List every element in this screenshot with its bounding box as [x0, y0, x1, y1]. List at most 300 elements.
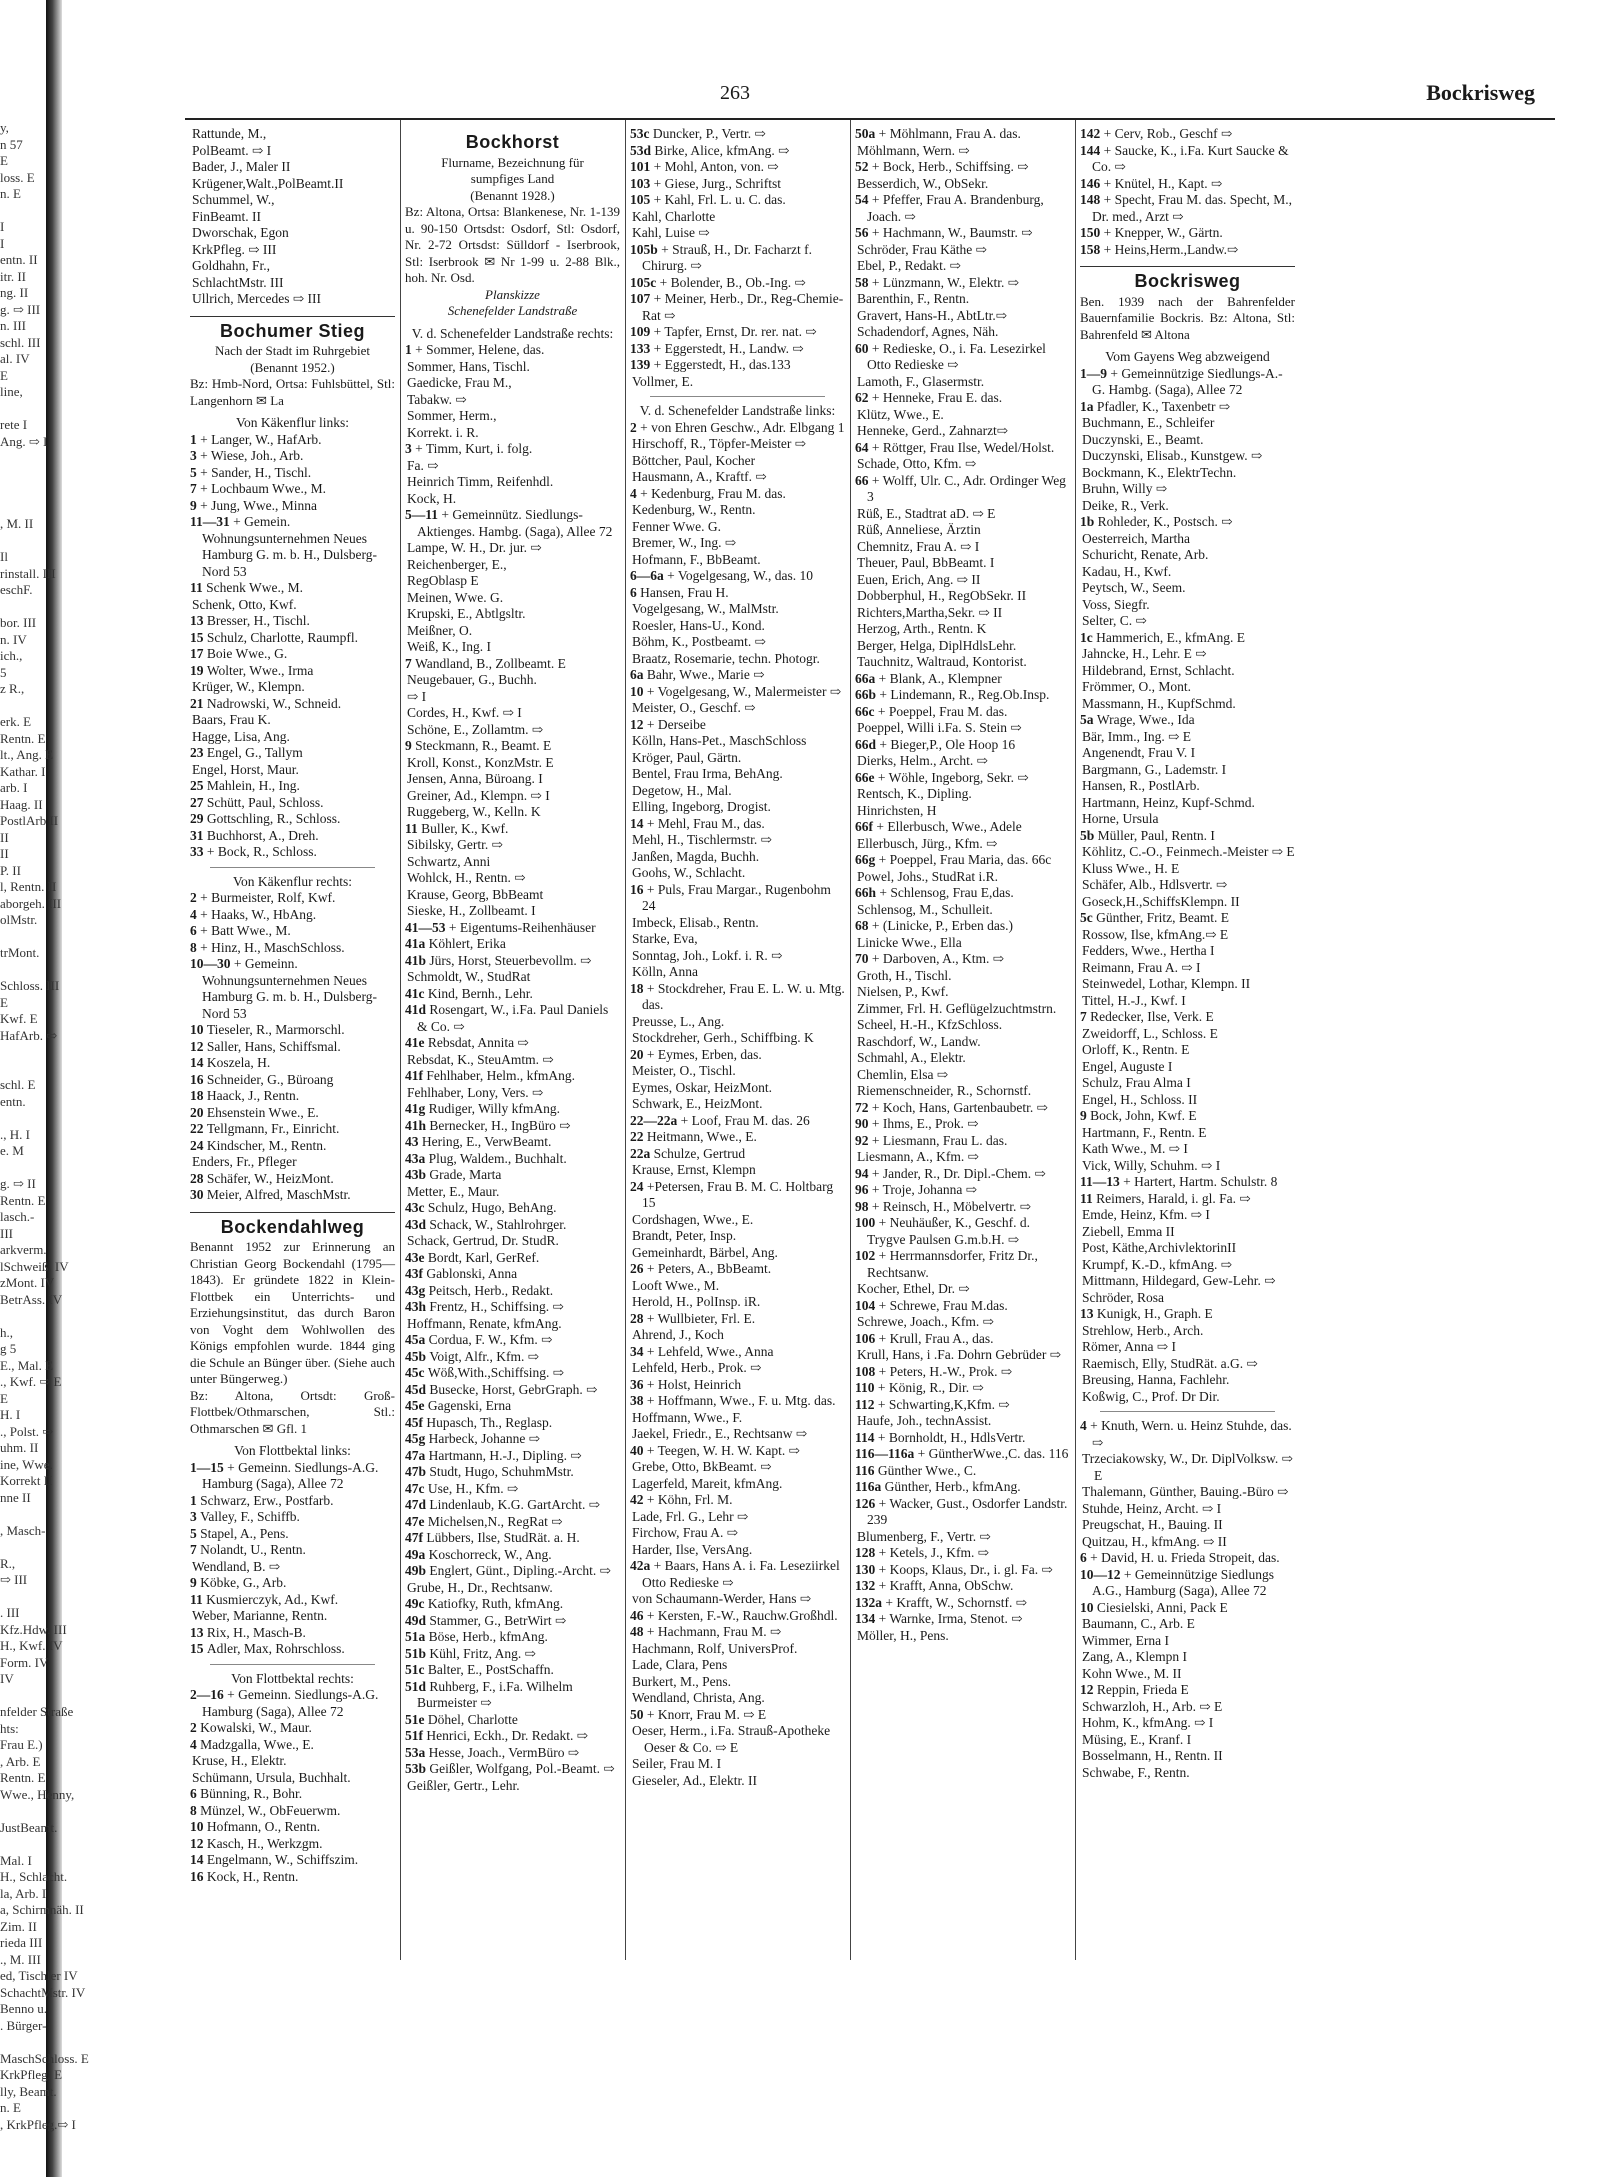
street-heading-bochumer-stieg: Bochumer Stieg	[190, 316, 395, 340]
list-item	[1080, 1141, 1295, 1158]
resident-text: Buller, K., Kwf.	[421, 820, 509, 836]
list-item	[190, 1720, 395, 1737]
list-item	[1080, 1273, 1295, 1290]
fragment-line: ng. II	[0, 285, 29, 300]
resident-text: Sibilsky, Gertr. ⇨	[407, 837, 503, 852]
fragment-line: Ang. ⇨ I	[0, 433, 48, 449]
resident-text: Hesse, Joach., VermBüro ⇨	[428, 1744, 580, 1760]
resident-text: + Kedenburg, Frau M. das.	[640, 485, 786, 501]
resident-text: + Gemeinn. Siedlungs-A.G. Hamburg (Saga), Allee 72	[202, 1459, 379, 1491]
house-number: 130	[855, 1561, 879, 1577]
fragment-line	[0, 500, 180, 517]
column-1	[190, 126, 395, 1885]
resident-text: Köbke, G., Arb.	[200, 1575, 287, 1590]
resident-text: Ciesielski, Anni, Pack E	[1096, 1599, 1228, 1615]
house-number: 11	[190, 580, 207, 595]
list-item	[405, 1266, 620, 1283]
resident-text: Thalemann, Günther, Bauing.-Büro ⇨	[1082, 1484, 1289, 1499]
list-item	[405, 887, 620, 904]
resident-text: Schwark, E., HeizMont.	[632, 1096, 763, 1111]
resident-text: Meinen, Wwe. G.	[407, 589, 504, 605]
resident-text: + Derseibe	[646, 716, 706, 732]
resident-text: RegOblasp E	[407, 573, 479, 588]
fragment-line: lt., Ang. E	[0, 747, 54, 762]
resident-text: Tittel, H.-J., Kwf. I	[1082, 992, 1186, 1008]
resident-text: Angenendt, Frau V. I	[1082, 745, 1196, 760]
resident-text: Schade, Otto, Kfm. ⇨	[857, 456, 977, 471]
house-number: 41c	[405, 985, 428, 1001]
list-item	[855, 192, 1070, 225]
list-item	[405, 1547, 620, 1564]
house-number: 50a	[855, 126, 879, 141]
list-item	[1080, 432, 1295, 449]
house-number: 20	[190, 1104, 207, 1120]
list-item	[1080, 976, 1295, 993]
resident-text: Hachmann, Rolf, UniversProf.	[632, 1640, 798, 1656]
resident-text: Sieske, H., Zollbeamt. I	[407, 903, 536, 918]
house-number: 18	[630, 980, 647, 996]
list-item	[630, 1624, 845, 1641]
resident-text: + Langer, W., HafArb.	[200, 431, 322, 447]
list-item	[405, 590, 620, 607]
resident-text: Geißler, Wolfgang, Pol.-Beamt. ⇨	[429, 1761, 615, 1776]
resident-text: Peitsch, Herb., Redakt.	[428, 1282, 554, 1298]
fragment-line: h.,	[0, 1324, 13, 1340]
left-page-fragment	[0, 120, 180, 2133]
resident-text: Roesler, Hans-U., Kond.	[632, 617, 765, 633]
list-item	[190, 1770, 395, 1787]
list-item	[1080, 894, 1295, 911]
resident-text: Kedenburg, W., Rentn.	[632, 502, 756, 517]
house-number: 52	[855, 159, 872, 174]
resident-text: Lampe, W. H., Dr. jur. ⇨	[407, 540, 542, 555]
street-note: sumpfiges Land	[470, 171, 555, 186]
house-number: 6	[190, 1786, 201, 1801]
resident-text: Koßwig, C., Prof. Dr Dir.	[1082, 1388, 1220, 1404]
resident-text: Krause, Ernst, Klempn	[632, 1162, 756, 1177]
resident-text: Bahr, Wwe., Marie ⇨	[646, 667, 765, 682]
house-number: 10	[190, 1022, 207, 1037]
resident-text: Böttcher, Paul, Kocher	[632, 452, 756, 468]
list-item	[190, 828, 395, 845]
list-item	[190, 745, 395, 762]
resident-text: Gaedicke, Frau M.,	[407, 375, 512, 390]
list-item	[1080, 399, 1295, 416]
fragment-line: rieda III	[0, 1935, 43, 1950]
resident-text: Degetow, H., Mal.	[632, 782, 732, 798]
house-number: 19	[190, 662, 207, 678]
resident-text: Schulz, Charlotte, Raumpfl.	[206, 629, 358, 645]
fragment-line: HafArb. ⇨	[0, 1027, 58, 1043]
resident-text: Bresser, H., Tischl.	[206, 613, 310, 628]
resident-text: + Wöhle, Ingeborg, Sekr. ⇨	[877, 769, 1029, 785]
resident-text: Schäfer, W., HeizMont.	[206, 1170, 334, 1186]
resident-text: Bordt, Karl, GerRef.	[427, 1249, 540, 1265]
direction-label: Von Käkenflur rechts:	[233, 873, 352, 889]
resident-text: Neugebauer, G., Buchh.	[407, 672, 537, 687]
fragment-line: 5	[0, 664, 7, 680]
resident-text: Starke, Eva,	[632, 931, 698, 946]
list-item	[405, 1398, 620, 1415]
list-item	[190, 1039, 395, 1056]
resident-text: Krause, Georg, BbBeamt	[407, 886, 544, 902]
resident-text: Orloff, K., Rentn. E	[1082, 1042, 1190, 1057]
resident-text: + Bieger,P., Ole Hoop 16	[879, 736, 1016, 752]
list-item	[1080, 696, 1295, 713]
list-item	[630, 585, 845, 602]
house-number: 3	[190, 1509, 201, 1524]
list-item	[630, 209, 845, 226]
resident-text: Saller, Hans, Schiffsmal.	[206, 1038, 341, 1054]
resident-text: + Peters, H.-W., Prok. ⇨	[878, 1363, 1013, 1379]
fragment-line: E	[0, 994, 8, 1010]
list-item	[1080, 1224, 1295, 1241]
resident-text: Rossow, Ilse, kfmAng.⇨ E	[1082, 926, 1229, 942]
list-item	[405, 1662, 620, 1679]
list-item	[855, 1446, 1070, 1463]
list-item	[1080, 1600, 1295, 1617]
resident-text: Hansen, Frau H.	[640, 584, 729, 600]
house-number: 5c	[1080, 910, 1097, 925]
list-item	[1080, 1191, 1295, 1208]
list-item	[1080, 1372, 1295, 1389]
fragment-line: Kfz.Hdw. III	[0, 1621, 67, 1637]
list-item	[1080, 1699, 1295, 1716]
resident-text: Trzeciakowsky, W., Dr. DiplVolksw. ⇨ E	[1082, 1451, 1293, 1483]
resident-text: Kahl, Charlotte	[632, 208, 716, 224]
resident-text: Groth, H., Tischl.	[857, 967, 952, 983]
resident-text: + König, R., Dir. ⇨	[877, 1380, 984, 1395]
column-3	[630, 126, 845, 1789]
list-item	[855, 638, 1070, 655]
fragment-line: a, Schirmnäh. II	[0, 1902, 84, 1917]
fragment-line: arb. I	[0, 780, 28, 795]
house-number: 43e	[405, 1249, 428, 1265]
column-divider	[400, 120, 401, 1960]
fragment-line: bor. III	[0, 615, 37, 630]
list-item	[190, 696, 395, 713]
house-number: 66b	[855, 687, 880, 702]
resident-text: Bock, John, Kwf. E	[1090, 1108, 1197, 1123]
resident-text: + Loof, Frau M. das. 26	[680, 1112, 810, 1128]
list-item	[405, 573, 620, 590]
list-item	[630, 1756, 845, 1773]
list-item	[630, 1641, 845, 1658]
house-number: 41f	[405, 1068, 427, 1083]
resident-text: Zimmer, Frl. H. Geflügelzuchtmstrn.	[857, 1000, 1057, 1016]
list-item	[1080, 811, 1295, 828]
list-item	[405, 1250, 620, 1267]
house-number: 132a	[855, 1594, 886, 1610]
house-number: 68	[855, 918, 872, 933]
column-4	[855, 126, 1070, 1644]
house-number: 41b	[405, 952, 430, 968]
list-item	[855, 671, 1070, 688]
list-item	[405, 1679, 620, 1712]
resident-text: Rüß, E., Stadtrat aD. ⇨ E	[857, 505, 996, 521]
resident-text: Fa. ⇨	[407, 457, 439, 473]
house-number: 42	[630, 1492, 647, 1507]
resident-text: Hofmann, O., Rentn.	[206, 1819, 321, 1834]
list-item	[190, 795, 395, 812]
house-number: 98	[855, 1198, 872, 1214]
list-item	[855, 1463, 1070, 1480]
resident-text: Michelsen,N., RegRat ⇨	[427, 1513, 563, 1529]
list-item	[405, 969, 620, 986]
resident-text: Schuricht, Renate, Arb.	[1082, 547, 1209, 562]
list-item	[1080, 481, 1295, 498]
fragment-line: g. ⇨ II	[0, 1176, 36, 1191]
list-item	[855, 341, 1070, 374]
list-item	[1080, 1339, 1295, 1356]
list-item	[855, 555, 1070, 572]
list-item	[190, 481, 395, 498]
house-number: 13	[190, 613, 207, 628]
house-number: 31	[190, 827, 207, 843]
resident-text: + Kahl, Frl. L. u. C. das.	[653, 192, 786, 207]
list-item	[190, 663, 395, 680]
list-item	[190, 923, 395, 940]
resident-text: Busecke, Horst, GebrGraph. ⇨	[429, 1381, 598, 1397]
resident-text: Krull, Hans, i .Fa. Dohrn Gebrüder ⇨	[857, 1347, 1062, 1362]
resident-text: Lindenlaub, K.G. GartArcht. ⇨	[429, 1497, 601, 1512]
fragment-line	[0, 1539, 180, 1556]
resident-text: Kasch, H., Werkzgm.	[206, 1835, 323, 1851]
house-number: 18	[190, 1088, 207, 1103]
list-item	[1080, 1323, 1295, 1340]
resident-text: Münzel, W., ObFeuerwm.	[200, 1802, 341, 1818]
list-item	[1080, 960, 1295, 977]
house-number: 49c	[405, 1596, 428, 1611]
house-number: 11	[405, 820, 422, 836]
list-item	[1080, 498, 1295, 515]
list-item	[405, 1299, 620, 1316]
resident-text: Oeser, Herm., i.Fa. Strauß-Apotheke Oeser & Co. ⇨ E	[632, 1723, 831, 1755]
list-item	[855, 885, 1070, 902]
fragment-line: JustBeamt.	[0, 1819, 58, 1835]
list-item	[855, 902, 1070, 919]
list-item	[405, 903, 620, 920]
list-item	[630, 1426, 845, 1443]
resident-text: Schmahl, A., Elektr.	[857, 1050, 966, 1065]
resident-text: Hartmann, F., Rentn. E	[1082, 1124, 1207, 1140]
resident-text: + Stockdreher, Frau E. L. W. u. Mtg. das.	[642, 980, 845, 1012]
list-item	[855, 588, 1070, 605]
resident-text: Frentz, H., Schiffsing. ⇨	[429, 1299, 564, 1314]
list-item	[855, 621, 1070, 638]
house-number: 24	[630, 1178, 647, 1194]
resident-text: + Schlensog, Frau E,das.	[879, 885, 1014, 900]
house-number: 22	[190, 1121, 207, 1136]
list-item	[630, 469, 845, 486]
resident-text: Berger, Helga, DiplHdlsLehr.	[857, 637, 1017, 653]
house-number: 13	[1080, 1306, 1097, 1321]
resident-text: Henneke, Gerd., Zahnarzt⇨	[857, 423, 1009, 438]
resident-text: Stuhde, Heinz, Archt. ⇨ I	[1082, 1500, 1222, 1516]
list-item	[855, 1034, 1070, 1051]
resident-text: Lagerfeld, Mareit, kfmAng.	[632, 1475, 783, 1491]
list-item	[1080, 1748, 1295, 1765]
house-number: 11—13	[1080, 1174, 1124, 1189]
list-item	[855, 1628, 1070, 1645]
house-number: 66d	[855, 736, 880, 752]
direction-label: Von Flottbektal rechts:	[231, 1670, 354, 1686]
house-number: 26	[630, 1261, 647, 1276]
list-item	[855, 407, 1070, 424]
list-item	[855, 440, 1070, 457]
fragment-line: . Bürger-	[0, 2017, 47, 2033]
resident-text: + Neuhäußer, K., Geschf. d. Trygve Paulsen G.m.b.H. ⇨	[867, 1215, 1031, 1247]
house-number: 53c	[630, 126, 653, 141]
list-item	[630, 1707, 845, 1724]
list-item	[405, 1283, 620, 1300]
resident-text: + Meiner, Herb., Dr., Reg-Chemie-Rat ⇨	[642, 291, 844, 323]
list-item	[405, 623, 620, 640]
resident-text: Fehlhaber, Lony, Vers. ⇨	[407, 1084, 544, 1100]
resident-text: Lehfeld, Herb., Prok. ⇨	[632, 1360, 762, 1375]
list-item	[405, 1712, 620, 1729]
list-item	[190, 1493, 395, 1510]
house-number: 15	[190, 629, 207, 645]
fragment-line: eschF.	[0, 582, 33, 597]
house-number: 1a	[1080, 398, 1097, 414]
list-item	[630, 882, 845, 915]
house-number: 42a	[630, 1558, 654, 1573]
resident-text: Henrici, Eckh., Dr. Redakt. ⇨	[426, 1728, 589, 1743]
fragment-line: I	[0, 235, 5, 251]
resident-text: Dierks, Helm., Archt. ⇨	[857, 753, 988, 768]
house-number: 51b	[405, 1645, 430, 1661]
resident-text: Gemeinhardt, Bärbel, Ang.	[632, 1244, 778, 1260]
list-item	[855, 1413, 1070, 1430]
list-item	[1080, 1765, 1295, 1782]
house-number: 66e	[855, 769, 878, 785]
list-item	[1080, 547, 1295, 564]
resident-text: Preugschat, H., Bauing. II	[1082, 1517, 1223, 1532]
resident-text: Horne, Ursula	[1082, 811, 1159, 826]
list-item	[1080, 1240, 1295, 1257]
list-item	[405, 854, 620, 871]
resident-text: Hausmann, A., Kraftf. ⇨	[632, 469, 767, 484]
list-item	[405, 1629, 620, 1646]
house-number: 47a	[405, 1447, 429, 1463]
resident-text: + Teegen, W. H. W. Kapt. ⇨	[646, 1442, 800, 1458]
resident-text: Voigt, Alfr., Kfm. ⇨	[429, 1348, 540, 1364]
resident-text: Strehlow, Herb., Arch.	[1082, 1322, 1204, 1338]
house-number: 105	[630, 192, 654, 207]
header-rule	[185, 118, 1555, 120]
plan-sketch: Planskizze	[485, 286, 540, 302]
list-item	[630, 225, 845, 242]
house-number: 1—9	[1080, 365, 1111, 381]
fragment-line: P. II	[0, 862, 21, 878]
resident-text: + Knuth, Wern. u. Heinz Stuhde, das. ⇨	[1090, 1418, 1292, 1450]
resident-text: + Gemeinn. Wohnungsunternehmen Neues Hamburg G. m. b. H., Dulsberg-Nord 53	[202, 956, 377, 1021]
house-number: 21	[190, 695, 207, 711]
street-description: Ben. 1939 nach der Bahrenfelder Bauernfamilie Bockris. Bz: Altona, Stl: Bahrenfeld ✉ Altona	[1080, 293, 1295, 342]
resident-text: Müsing, E., Kranf. I	[1082, 1731, 1192, 1747]
list-item	[1080, 415, 1295, 432]
list-item	[855, 1116, 1070, 1133]
list-item	[405, 1497, 620, 1514]
fragment-line: Zim. II	[0, 1918, 37, 1934]
list-item	[1080, 366, 1295, 399]
house-number: 7	[1080, 1009, 1091, 1024]
resident-text: + Krafft, W., Schornstf. ⇨	[885, 1594, 1028, 1610]
house-number: 49b	[405, 1563, 430, 1578]
list-item	[855, 1182, 1070, 1199]
resident-text: Hansen, R., PostlArb.	[1082, 778, 1200, 793]
house-number: 27	[190, 794, 207, 810]
house-number: 51f	[405, 1728, 427, 1743]
resident-text: Kusmierczyk, Ad., Kwf.	[206, 1591, 339, 1607]
list-item	[1080, 1682, 1295, 1699]
list-item	[855, 291, 1070, 308]
list-item	[855, 1364, 1070, 1381]
resident-text: Nadrowski, W., Schneid.	[206, 695, 342, 711]
house-number: 5b	[1080, 827, 1098, 843]
list-item	[630, 324, 845, 341]
list-item	[630, 684, 845, 701]
list-item	[630, 1459, 845, 1476]
list-item	[855, 1017, 1070, 1034]
list-item	[630, 750, 845, 767]
resident-text: Schümann, Ursula, Buchhalt.	[192, 1769, 351, 1785]
list-item	[630, 865, 845, 882]
fragment-line: rinstall. III	[0, 565, 56, 581]
fragment-line: Korrekt II	[0, 1473, 53, 1488]
resident-text: Kowalski, W., Maur.	[200, 1720, 312, 1735]
list-item	[405, 936, 620, 953]
resident-text: + Haaks, W., HbAng.	[200, 906, 317, 922]
resident-text: Reichenberger, E.,	[407, 556, 507, 572]
list-item	[1080, 1567, 1295, 1600]
resident-text: Ruggeberg, W., Kelln. K	[407, 804, 541, 819]
fragment-line	[0, 1110, 180, 1127]
resident-text: Raschdorf, W., Landw.	[857, 1033, 981, 1049]
house-number: 30	[190, 1187, 207, 1202]
list-item	[855, 605, 1070, 622]
list-item: Schummel, W.,	[192, 192, 275, 207]
resident-text: Imbeck, Elisab., Rentn.	[632, 914, 759, 930]
list-item	[630, 1261, 845, 1278]
list-item	[190, 1526, 395, 1543]
resident-text: Post, Käthe,ArchivlektorinII	[1082, 1240, 1237, 1255]
resident-text: Blumenberg, F., Vertr. ⇨	[857, 1528, 991, 1544]
house-number: 29	[190, 811, 207, 826]
house-number: 8	[190, 939, 201, 955]
resident-text: Cordshagen, Wwe., E.	[632, 1211, 754, 1227]
house-number: 45d	[405, 1381, 430, 1397]
list-item	[190, 1154, 395, 1171]
resident-text: Jürs, Horst, Steuerbevollm. ⇨	[429, 952, 592, 968]
resident-text: Bargmann, G., Lademstr. I	[1082, 761, 1227, 777]
resident-text: Klütz, Wwe., E.	[857, 406, 944, 422]
list-item	[855, 704, 1070, 721]
resident-text: + Vogelgesang, W., das. 10	[667, 568, 813, 583]
house-number: 20	[630, 1046, 647, 1062]
house-number: 66	[855, 472, 872, 488]
house-number: 4	[190, 906, 201, 922]
fragment-line	[0, 1589, 180, 1606]
house-number: 48	[630, 1624, 647, 1639]
list-item	[190, 580, 395, 597]
list-item	[190, 1460, 395, 1493]
list-item	[630, 1492, 845, 1509]
list-item	[1080, 877, 1295, 894]
fragment-line	[0, 203, 180, 220]
fragment-line	[0, 1061, 180, 1078]
